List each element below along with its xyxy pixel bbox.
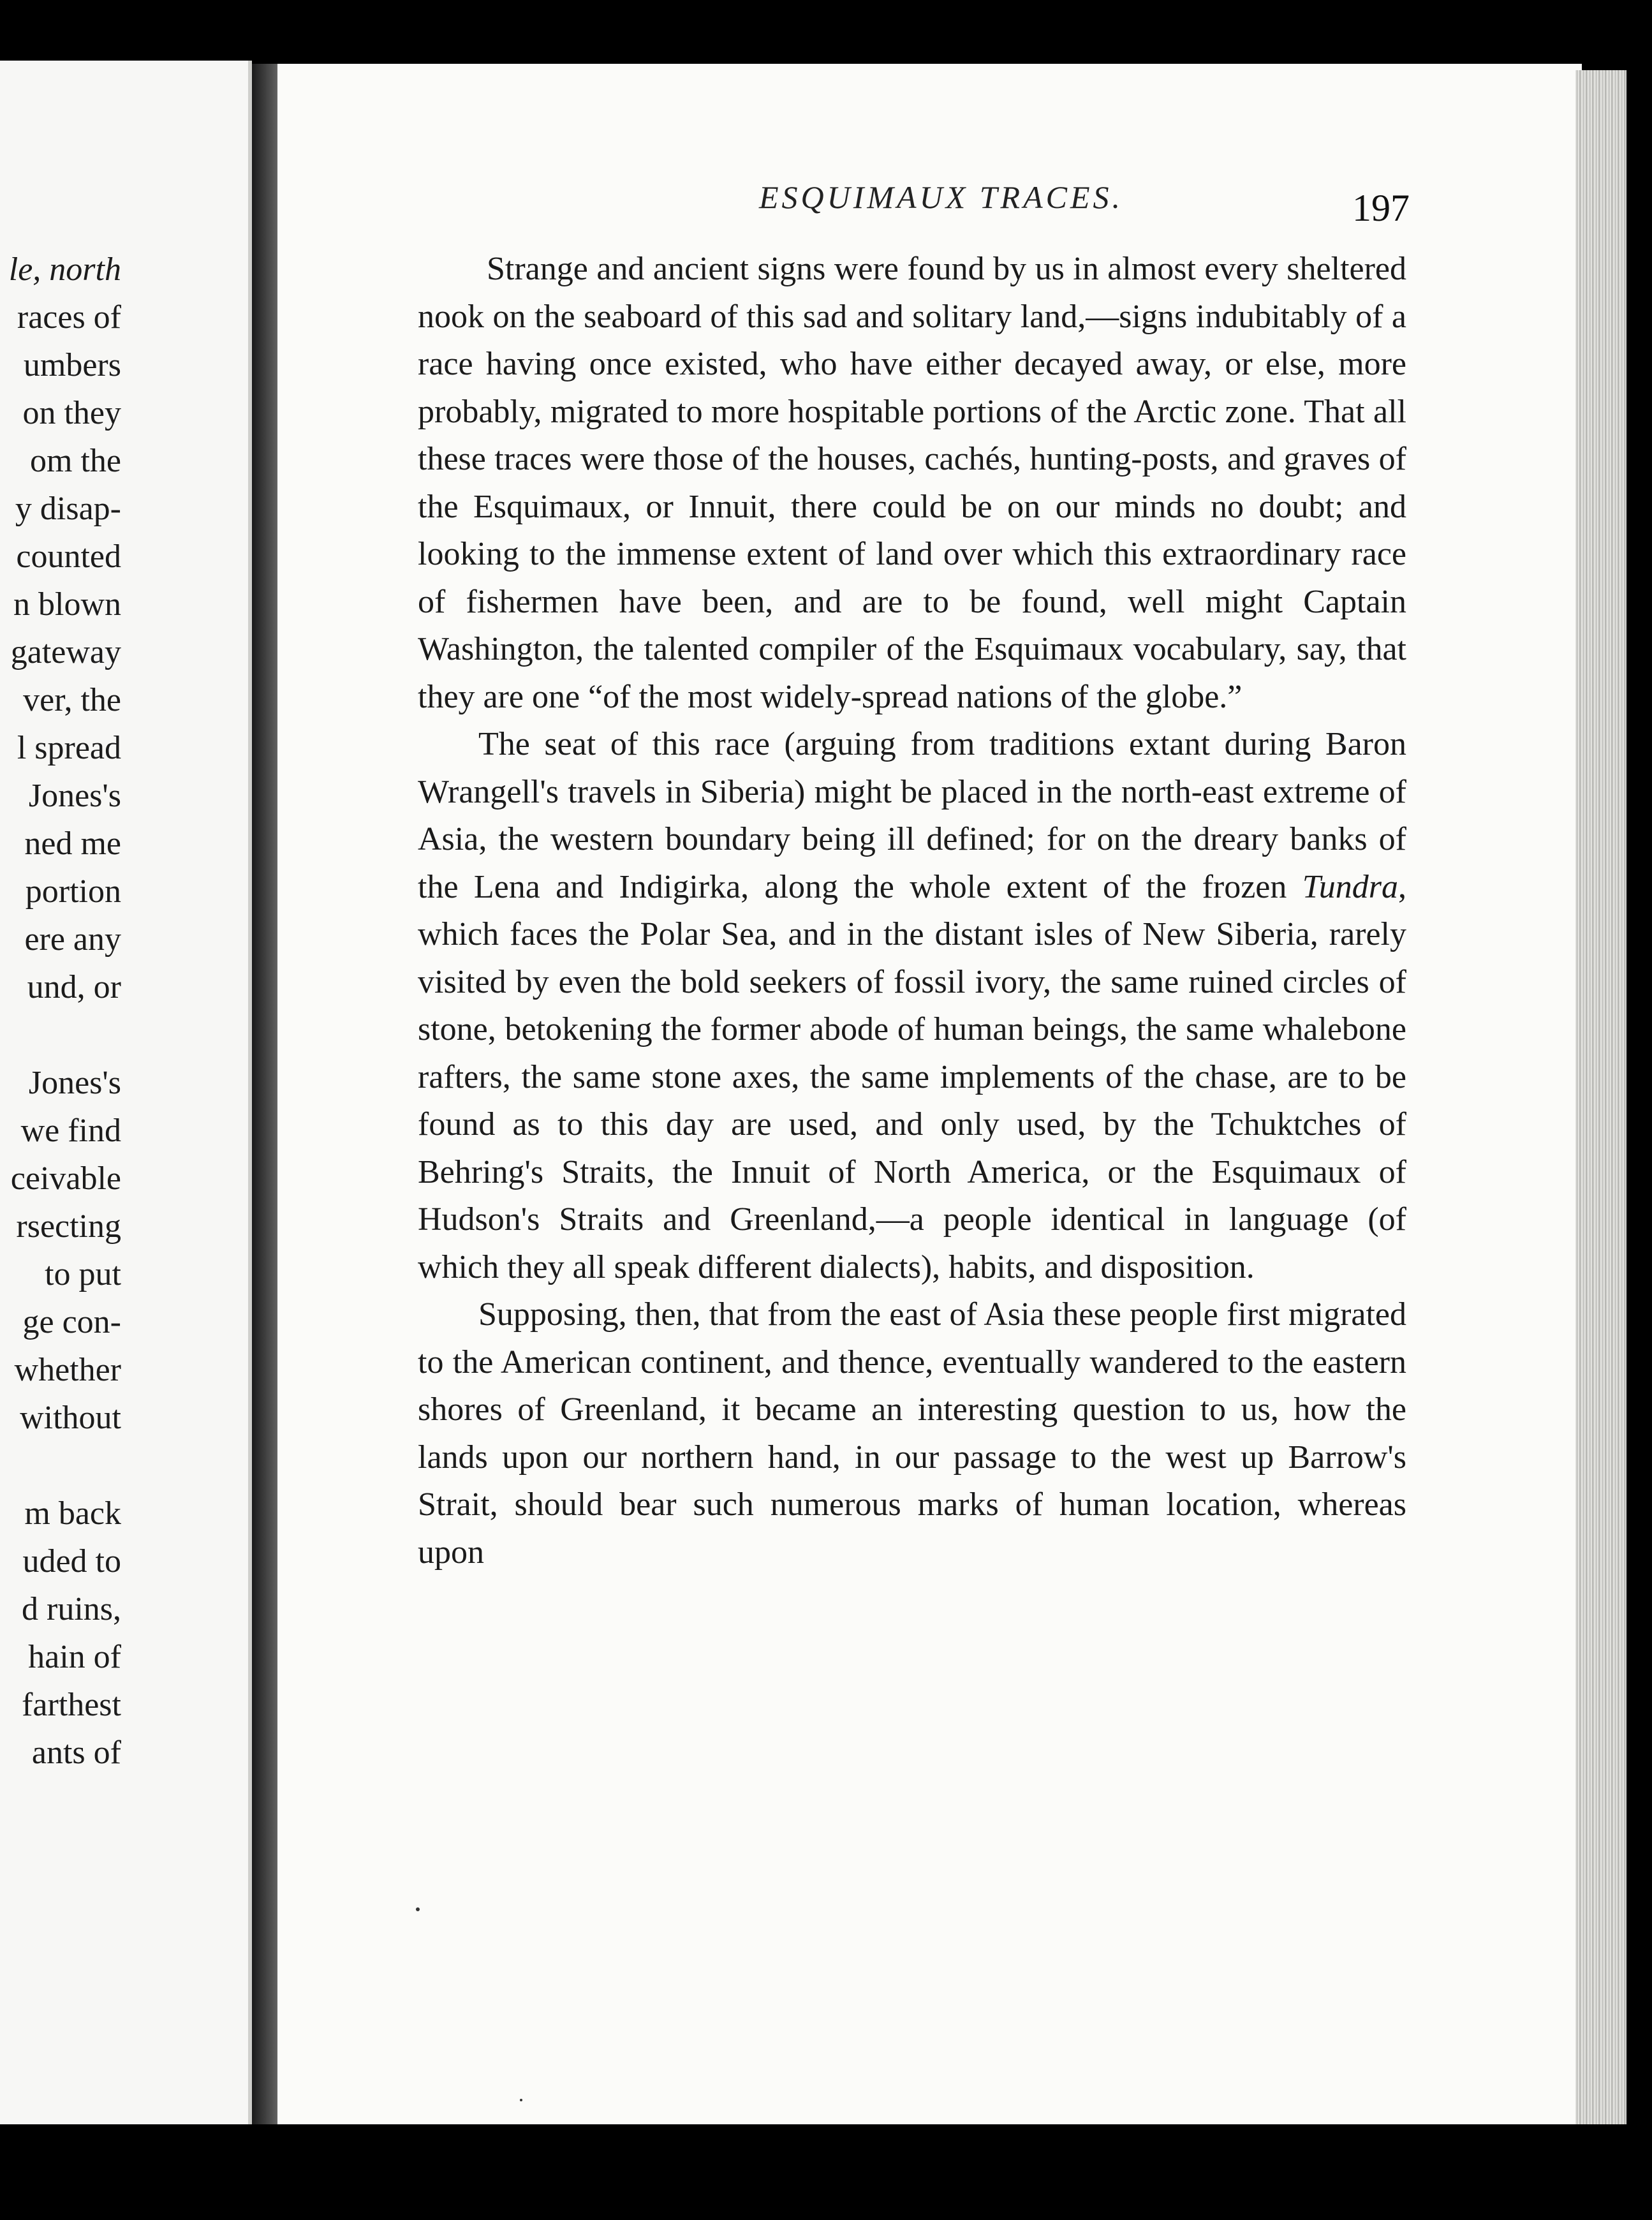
left-line: d ruins,	[22, 1591, 121, 1627]
body-text	[418, 246, 1406, 1576]
left-line: farthest	[22, 1687, 121, 1723]
left-line-blank	[9, 1011, 121, 1059]
left-line: umbers	[23, 347, 121, 383]
page-number: 197	[1352, 187, 1410, 229]
paragraph-text: The seat of this race (arguing from traditions extant during Baron Wrangell's travels in Siberia) might be placed in the north-east extreme of Asia, the western boundary being ill defined; for on the dreary banks of the Lena and Indigirka, along the whole extent of the frozen	[418, 726, 1406, 905]
left-line: uded to	[22, 1543, 121, 1580]
left-line: rsecting	[16, 1208, 121, 1245]
left-line: hain of	[28, 1639, 121, 1675]
left-line: m back	[24, 1495, 121, 1532]
left-line: on they	[22, 395, 121, 431]
left-line: to put	[45, 1256, 121, 1292]
scan-speck	[520, 2099, 522, 2101]
left-line-blank	[9, 1442, 121, 1490]
left-line: without	[20, 1400, 121, 1436]
scan-speck	[416, 1907, 420, 1911]
left-line: ants of	[31, 1735, 121, 1771]
left-line: Jones's	[28, 778, 121, 814]
paragraph-text: , which faces the Polar Sea, and in the distant isles of New Siberia, rarely visited by even the bold seekers of fossil ivory, the same ruined circles of stone, betokening the former abode of human beings, the same whalebone rafters, the same stone axes, the same implements of the chase, are to be found as to this day are used, and only used, by the Tchuktches of Behring's Straits, the Innuit of North America, or the Esquimaux of Hudson's Straits and Greenland,—a people identical in language (of which they all speak different dialects), habits, and disposition.	[418, 868, 1406, 1285]
left-line: Jones's	[28, 1065, 121, 1101]
left-line: n blown	[13, 586, 121, 623]
left-line: le, north	[8, 251, 121, 288]
left-line: ver, the	[23, 682, 121, 718]
left-line: y disap-	[15, 491, 121, 527]
page-fore-edge	[1575, 70, 1626, 2124]
paragraph	[418, 721, 1406, 1291]
left-line: we find	[20, 1113, 121, 1149]
left-line: ge con-	[22, 1304, 121, 1340]
left-line: counted	[16, 538, 121, 575]
left-line: whether	[14, 1352, 121, 1388]
left-line: ceivable	[10, 1160, 121, 1197]
left-line: portion	[25, 873, 121, 910]
paragraph: Supposing, then, that from the east of Asia these people first migrated to the American continent, and thence, eventually wandered to the eastern shores of Greenland, it became an interesting question to us, how the lands upon our northern hand, in our passage to the west up Barrow's Strait, should bear such numerous marks of human location, whereas upon	[418, 1296, 1406, 1571]
left-line: und, or	[27, 969, 121, 1005]
left-page-text	[9, 246, 121, 1777]
left-line: ere any	[24, 921, 121, 958]
italic-term: Tundra	[1302, 868, 1398, 905]
left-line: om the	[30, 443, 121, 479]
running-head: ESQUIMAUX TRACES.	[759, 179, 1124, 215]
left-line: gateway	[10, 634, 121, 670]
left-line: ned me	[24, 825, 121, 862]
paragraph: Strange and ancient signs were found by us in almost every sheltered nook on the seaboard of this sad and solitary land,—signs indubitably of a race having once existed, who have either decayed away, or else, more probably, migrated to more hospitable portions of the Arctic zone. That all these traces were those of the houses, cachés, hunting-posts, and graves of the Esquimaux, or Innuit, there could be on our minds no doubt; and looking to the immense extent of land over which this extraordinary race of fishermen have been, and are to be found, well might Captain Washington, the talented compiler of the Esquimaux vocabulary, say, that they are one “of the most widely-spread nations of the globe.”	[418, 251, 1406, 715]
left-page	[0, 61, 252, 2124]
left-line: l spread	[17, 730, 121, 766]
left-line: races of	[17, 299, 121, 336]
